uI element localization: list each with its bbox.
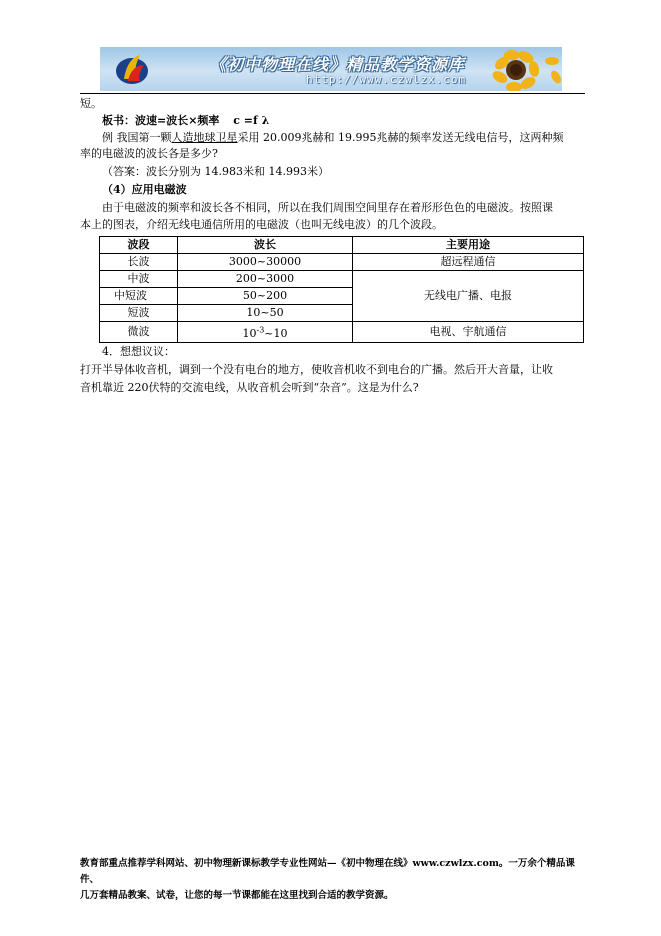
usage-cell: 电视、宇航通信 <box>353 322 584 343</box>
usage-cell: 无线电广播、电报 <box>353 271 584 322</box>
header-banner <box>100 47 562 91</box>
wavelength-cell <box>178 322 353 343</box>
example-prefix: 例 我国第一颗 <box>102 131 172 144</box>
example-line <box>102 130 563 146</box>
board-note-label: 板书：波速=波长×频率 <box>102 114 220 127</box>
table-row <box>100 271 584 288</box>
table-header-row <box>100 237 584 254</box>
wavelength-cell: 10~50 <box>178 305 353 322</box>
header-band: 波段 <box>100 237 178 254</box>
table-row <box>100 254 584 271</box>
satellite-term: 人造地球卫星 <box>171 131 238 144</box>
microwave-wavelength: $10^{-3}\sim 10$ <box>242 325 288 340</box>
example-question: 率的电磁波的波长各是多少? <box>80 147 218 160</box>
sunflower-icon <box>482 47 562 91</box>
header-wavelength: 波长 <box>178 237 353 254</box>
discussion-line-1: 打开半导体收音机，调到一个没有电台的地方，使收音机收不到电台的广播。然后开大音量，让收 <box>80 363 553 376</box>
header-usage: 主要用途 <box>353 237 584 254</box>
footer-line-1: 教育部重点推荐学科网站、初中物理新课标教学专业性网站—《初中物理在线》www.czwlzx.com。一万余个精品课件、 <box>80 858 575 885</box>
site-logo-icon <box>114 51 150 87</box>
band-cell: 微波 <box>100 322 178 343</box>
footer-line-2: 几万套精品教案、试卷，让您的每一节课都能在这里找到合适的教学资源。 <box>80 890 394 901</box>
wavelength-cell: 50~200 <box>178 288 353 305</box>
paragraph-line-1: 由于电磁波的频率和波长各不相同，所以在我们周围空间里存在着形形色色的电磁波。按照课 <box>102 201 553 214</box>
page-footer <box>80 856 590 904</box>
board-note-formula: c =f λ <box>233 114 270 127</box>
banner-url: http://www.czwlzx.com <box>306 73 467 86</box>
band-cell: 长波 <box>100 254 178 271</box>
banner-title: 《初中物理在线》精品教学资源库 <box>210 55 466 74</box>
band-cell: 中短波 <box>100 288 178 305</box>
wavelength-cell: 3000~30000 <box>178 254 353 271</box>
wave-band-table <box>99 236 584 343</box>
board-note <box>102 113 269 129</box>
usage-cell: 超远程通信 <box>353 254 584 271</box>
table-row <box>100 322 584 343</box>
header-divider <box>80 93 585 94</box>
wavelength-cell: 200~3000 <box>178 271 353 288</box>
section-heading: （4）应用电磁波 <box>102 183 187 196</box>
discussion-heading: 4．想想议议： <box>102 345 175 358</box>
paragraph-line-2: 本上的图表，介绍无线电通信所用的电磁波（也叫无线电波）的几个波段。 <box>80 218 443 231</box>
band-cell: 短波 <box>100 305 178 322</box>
answer-line: （答案：波长分别为 14.983米和 14.993米） <box>102 165 329 178</box>
text-line-1: 短。 <box>80 97 102 110</box>
example-rest: 采用 20.009兆赫和 19.995兆赫的频率发送无线电信号，这两种频 <box>237 131 564 144</box>
discussion-line-2: 音机靠近 220伏特的交流电线，从收音机会听到“杂音”。这是为什么? <box>80 381 419 394</box>
band-cell: 中波 <box>100 271 178 288</box>
